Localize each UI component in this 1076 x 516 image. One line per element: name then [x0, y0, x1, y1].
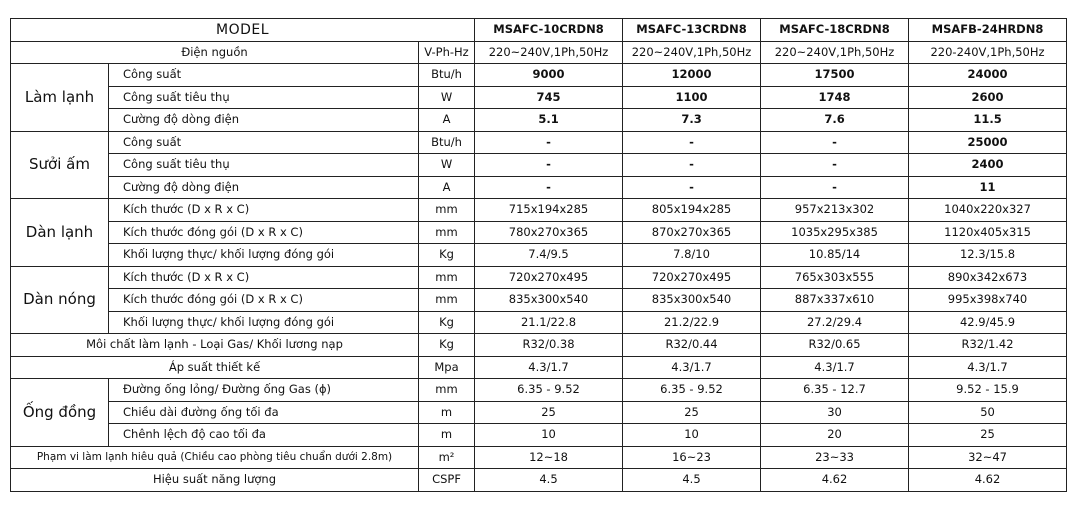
- value-cell: 4.3/1.7: [909, 356, 1067, 379]
- value-cell: 27.2/29.4: [761, 311, 909, 334]
- value-cell: -: [623, 154, 761, 177]
- unit-cell: Kg: [419, 311, 475, 334]
- row-label: Khối lượng thực/ khối lượng đóng gói: [109, 244, 419, 267]
- value-cell: 21.2/22.9: [623, 311, 761, 334]
- value-cell: 2600: [909, 86, 1067, 109]
- value-cell: 25: [909, 424, 1067, 447]
- value-cell: 11.5: [909, 109, 1067, 132]
- value-cell: -: [761, 131, 909, 154]
- value-cell: 25: [623, 401, 761, 424]
- value-cell: 50: [909, 401, 1067, 424]
- value-cell: 4.5: [623, 469, 761, 492]
- value-cell: 6.35 - 9.52: [623, 379, 761, 402]
- row-label: Chênh lệch độ cao tối đa: [109, 424, 419, 447]
- unit-cell: W: [419, 154, 475, 177]
- value-cell: 7.8/10: [623, 244, 761, 267]
- value-cell: 220~240V,1Ph,50Hz: [761, 41, 909, 64]
- value-cell: 4.62: [909, 469, 1067, 492]
- value-cell: 2400: [909, 154, 1067, 177]
- unit-cell: mm: [419, 199, 475, 222]
- efficiency-row: [11, 469, 1067, 492]
- value-cell: 4.3/1.7: [475, 356, 623, 379]
- row-label: Kích thước (D x R x C): [109, 199, 419, 222]
- value-cell: 5.1: [475, 109, 623, 132]
- table-row: [11, 176, 1067, 199]
- unit-cell: Btu/h: [419, 64, 475, 87]
- value-cell: 220~240V,1Ph,50Hz: [623, 41, 761, 64]
- value-cell: 745: [475, 86, 623, 109]
- row-label: Kích thước đóng gói (D x R x C): [109, 289, 419, 312]
- value-cell: 20: [761, 424, 909, 447]
- value-cell: 835x300x540: [475, 289, 623, 312]
- unit-cell: mm: [419, 221, 475, 244]
- pressure-row: [11, 356, 1067, 379]
- model-name: MSAFC-18CRDN8: [761, 19, 909, 42]
- value-cell: 765x303x555: [761, 266, 909, 289]
- row-label: Khối lượng thực/ khối lượng đóng gói: [109, 311, 419, 334]
- value-cell: 1748: [761, 86, 909, 109]
- group-label-cooling: Làm lạnh: [11, 64, 109, 132]
- unit-cell: W: [419, 86, 475, 109]
- group-label-piping: Ống đồng: [11, 379, 109, 447]
- row-label: Điện nguồn: [11, 41, 419, 64]
- value-cell: 220-240V,1Ph,50Hz: [909, 41, 1067, 64]
- unit-cell: V-Ph-Hz: [419, 41, 475, 64]
- value-cell: 30: [761, 401, 909, 424]
- row-label: Hiệu suất năng lượng: [11, 469, 419, 492]
- group-label-indoor: Dàn lạnh: [11, 199, 109, 267]
- model-name: MSAFC-10CRDN8: [475, 19, 623, 42]
- table-row: [11, 244, 1067, 267]
- unit-cell: mm: [419, 289, 475, 312]
- value-cell: 12000: [623, 64, 761, 87]
- value-cell: R32/1.42: [909, 334, 1067, 357]
- table-row: [11, 266, 1067, 289]
- value-cell: 4.3/1.7: [761, 356, 909, 379]
- value-cell: 995x398x740: [909, 289, 1067, 312]
- unit-cell: A: [419, 109, 475, 132]
- value-cell: R32/0.65: [761, 334, 909, 357]
- value-cell: -: [475, 131, 623, 154]
- value-cell: -: [761, 176, 909, 199]
- row-label: Kích thước đóng gói (D x R x C): [109, 221, 419, 244]
- model-name: MSAFB-24HRDN8: [909, 19, 1067, 42]
- value-cell: 780x270x365: [475, 221, 623, 244]
- row-label: Công suất tiêu thụ: [109, 86, 419, 109]
- value-cell: 715x194x285: [475, 199, 623, 222]
- value-cell: 6.35 - 12.7: [761, 379, 909, 402]
- value-cell: 25000: [909, 131, 1067, 154]
- unit-cell: m: [419, 424, 475, 447]
- value-cell: 23~33: [761, 446, 909, 469]
- value-cell: 12.3/15.8: [909, 244, 1067, 267]
- table-row: [11, 401, 1067, 424]
- table-row: [11, 311, 1067, 334]
- value-cell: 9000: [475, 64, 623, 87]
- value-cell: 7.6: [761, 109, 909, 132]
- value-cell: 1100: [623, 86, 761, 109]
- unit-cell: mm: [419, 266, 475, 289]
- table-row: [11, 86, 1067, 109]
- table-row: [11, 221, 1067, 244]
- value-cell: R32/0.44: [623, 334, 761, 357]
- model-label: MODEL: [11, 19, 475, 42]
- power-row: [11, 41, 1067, 64]
- row-label: Áp suất thiết kế: [11, 356, 419, 379]
- row-label: Đường ống lỏng/ Đường ống Gas (ϕ): [109, 379, 419, 402]
- value-cell: 720x270x495: [623, 266, 761, 289]
- value-cell: 6.35 - 9.52: [475, 379, 623, 402]
- row-label: Phạm vi làm lạnh hiêu quả (Chiều cao phòng tiêu chuẩn dưới 2.8m): [11, 446, 419, 469]
- value-cell: -: [623, 131, 761, 154]
- range-row: [11, 446, 1067, 469]
- value-cell: 9.52 - 15.9: [909, 379, 1067, 402]
- value-cell: -: [475, 176, 623, 199]
- value-cell: 1120x405x315: [909, 221, 1067, 244]
- value-cell: -: [761, 154, 909, 177]
- row-label: Môi chất làm lạnh - Loại Gas/ Khối lương nạp: [11, 334, 419, 357]
- value-cell: 835x300x540: [623, 289, 761, 312]
- value-cell: 10: [475, 424, 623, 447]
- value-cell: 12~18: [475, 446, 623, 469]
- model-name: MSAFC-13CRDN8: [623, 19, 761, 42]
- table-row: [11, 64, 1067, 87]
- row-label: Kích thước (D x R x C): [109, 266, 419, 289]
- value-cell: 7.4/9.5: [475, 244, 623, 267]
- row-label: Cường độ dòng điện: [109, 176, 419, 199]
- row-label: Công suất tiêu thụ: [109, 154, 419, 177]
- group-label-heating: Sưởi ấm: [11, 131, 109, 199]
- value-cell: 4.5: [475, 469, 623, 492]
- group-label-outdoor: Dàn nóng: [11, 266, 109, 334]
- unit-cell: mm: [419, 379, 475, 402]
- value-cell: 1035x295x385: [761, 221, 909, 244]
- unit-cell: CSPF: [419, 469, 475, 492]
- unit-cell: Kg: [419, 334, 475, 357]
- table-row: [11, 109, 1067, 132]
- value-cell: 870x270x365: [623, 221, 761, 244]
- value-cell: 4.3/1.7: [623, 356, 761, 379]
- table-row: [11, 424, 1067, 447]
- value-cell: 25: [475, 401, 623, 424]
- value-cell: R32/0.38: [475, 334, 623, 357]
- value-cell: 1040x220x327: [909, 199, 1067, 222]
- value-cell: 805x194x285: [623, 199, 761, 222]
- value-cell: 10: [623, 424, 761, 447]
- unit-cell: A: [419, 176, 475, 199]
- value-cell: 24000: [909, 64, 1067, 87]
- value-cell: 17500: [761, 64, 909, 87]
- unit-cell: Btu/h: [419, 131, 475, 154]
- row-label: Cường độ dòng điện: [109, 109, 419, 132]
- value-cell: 21.1/22.8: [475, 311, 623, 334]
- unit-cell: Kg: [419, 244, 475, 267]
- unit-cell: m: [419, 401, 475, 424]
- row-label: Công suất: [109, 64, 419, 87]
- value-cell: 11: [909, 176, 1067, 199]
- refrigerant-row: [11, 334, 1067, 357]
- spec-table: [10, 18, 1067, 492]
- value-cell: 887x337x610: [761, 289, 909, 312]
- header-row: [11, 19, 1067, 42]
- unit-cell: Mpa: [419, 356, 475, 379]
- row-label: Công suất: [109, 131, 419, 154]
- unit-cell: m²: [419, 446, 475, 469]
- row-label: Chiều dài đường ống tối đa: [109, 401, 419, 424]
- value-cell: -: [475, 154, 623, 177]
- value-cell: 16~23: [623, 446, 761, 469]
- value-cell: 10.85/14: [761, 244, 909, 267]
- value-cell: 220~240V,1Ph,50Hz: [475, 41, 623, 64]
- table-row: [11, 154, 1067, 177]
- table-row: [11, 199, 1067, 222]
- table-row: [11, 289, 1067, 312]
- value-cell: 32~47: [909, 446, 1067, 469]
- value-cell: 4.62: [761, 469, 909, 492]
- value-cell: 42.9/45.9: [909, 311, 1067, 334]
- table-row: [11, 379, 1067, 402]
- value-cell: 720x270x495: [475, 266, 623, 289]
- value-cell: -: [623, 176, 761, 199]
- value-cell: 7.3: [623, 109, 761, 132]
- value-cell: 957x213x302: [761, 199, 909, 222]
- table-row: [11, 131, 1067, 154]
- value-cell: 890x342x673: [909, 266, 1067, 289]
